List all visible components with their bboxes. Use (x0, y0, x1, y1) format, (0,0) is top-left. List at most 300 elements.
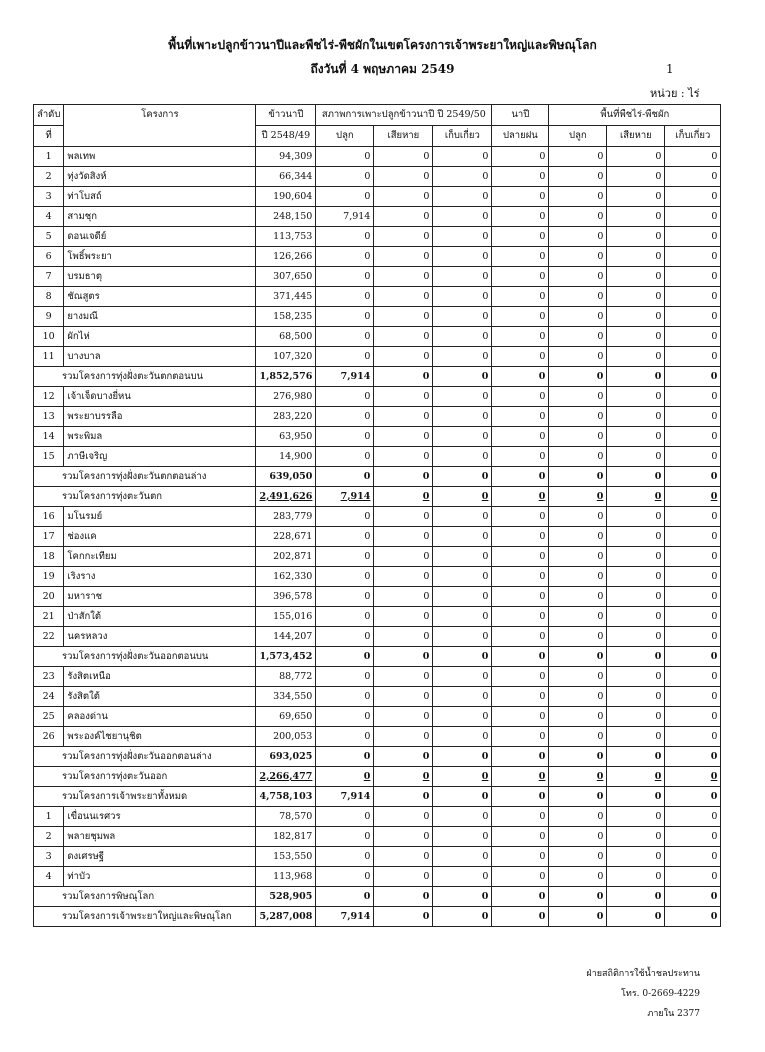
row-plant: 0 (316, 347, 374, 367)
row-napi: 0 (492, 667, 549, 687)
row-napi: 0 (492, 507, 549, 527)
col-order: ลำดับ (34, 105, 64, 126)
footer-extension: ภายใน 2377 (647, 1009, 700, 1019)
row-name: พระยาบรรลือ (64, 407, 256, 427)
row-napi: 0 (492, 527, 549, 547)
row-plant: 0 (316, 607, 374, 627)
row-harvested: 0 (433, 787, 492, 807)
table-row (34, 407, 721, 427)
row-field-plant: 0 (549, 467, 607, 487)
row-rice-area: 307,650 (256, 267, 316, 287)
row-name: รวมโครงการทุ่งตะวันตก (34, 487, 256, 507)
col-napi-2: ปลายฝน (492, 126, 549, 147)
row-name: รวมโครงการทุ่งฝั่งตะวันออกตอนบน (34, 647, 256, 667)
row-field-harvested: 0 (665, 307, 721, 327)
row-plant: 0 (316, 427, 374, 447)
row-field-plant: 0 (549, 227, 607, 247)
row-field-plant: 0 (549, 887, 607, 907)
row-field-damaged: 0 (607, 667, 665, 687)
row-field-harvested: 0 (665, 447, 721, 467)
row-field-plant: 0 (549, 507, 607, 527)
row-damaged: 0 (374, 547, 433, 567)
data-table (33, 104, 721, 927)
row-napi: 0 (492, 327, 549, 347)
row-field-damaged: 0 (607, 367, 665, 387)
table-row (34, 867, 721, 887)
row-field-damaged: 0 (607, 187, 665, 207)
page-number: 1 (666, 62, 674, 76)
row-field-plant: 0 (549, 427, 607, 447)
row-napi: 0 (492, 367, 549, 387)
row-rice-area: 155,016 (256, 607, 316, 627)
subtotal-row (34, 787, 721, 807)
row-field-plant: 0 (549, 407, 607, 427)
row-plant: 0 (316, 547, 374, 567)
row-plant: 0 (316, 667, 374, 687)
row-harvested: 0 (433, 387, 492, 407)
row-field-harvested: 0 (665, 767, 721, 787)
row-plant: 0 (316, 467, 374, 487)
row-damaged: 0 (374, 707, 433, 727)
row-plant: 7,914 (316, 207, 374, 227)
row-harvested: 0 (433, 427, 492, 447)
table-row (34, 327, 721, 347)
row-napi: 0 (492, 447, 549, 467)
subtotal-row (34, 367, 721, 387)
row-rice-area: 158,235 (256, 307, 316, 327)
row-name: นครหลวง (64, 627, 256, 647)
row-number: 14 (34, 427, 64, 447)
row-harvested: 0 (433, 567, 492, 587)
row-field-harvested: 0 (665, 547, 721, 567)
row-rice-area: 68,500 (256, 327, 316, 347)
row-harvested: 0 (433, 287, 492, 307)
row-napi: 0 (492, 407, 549, 427)
row-field-plant: 0 (549, 787, 607, 807)
row-number: 24 (34, 687, 64, 707)
row-field-plant: 0 (549, 707, 607, 727)
row-number: 8 (34, 287, 64, 307)
row-damaged: 0 (374, 507, 433, 527)
row-rice-area: 528,905 (256, 887, 316, 907)
row-plant: 0 (316, 287, 374, 307)
row-field-harvested: 0 (665, 287, 721, 307)
row-rice-area: 78,570 (256, 807, 316, 827)
row-rice-area: 202,871 (256, 547, 316, 567)
row-harvested: 0 (433, 807, 492, 827)
row-field-damaged: 0 (607, 787, 665, 807)
row-field-plant: 0 (549, 487, 607, 507)
row-number: 2 (34, 827, 64, 847)
row-harvested: 0 (433, 347, 492, 367)
row-rice-area: 1,573,452 (256, 647, 316, 667)
row-damaged: 0 (374, 607, 433, 627)
row-field-harvested: 0 (665, 787, 721, 807)
row-field-damaged: 0 (607, 147, 665, 167)
row-field-harvested: 0 (665, 487, 721, 507)
row-rice-area: 4,758,103 (256, 787, 316, 807)
table-row (34, 567, 721, 587)
row-field-damaged: 0 (607, 307, 665, 327)
row-field-plant: 0 (549, 587, 607, 607)
row-damaged: 0 (374, 727, 433, 747)
row-field-damaged: 0 (607, 327, 665, 347)
header-row-1 (34, 105, 721, 126)
row-field-harvested: 0 (665, 187, 721, 207)
row-plant: 0 (316, 247, 374, 267)
row-field-plant: 0 (549, 327, 607, 347)
row-harvested: 0 (433, 887, 492, 907)
row-napi: 0 (492, 487, 549, 507)
row-harvested: 0 (433, 547, 492, 567)
row-plant: 7,914 (316, 367, 374, 387)
row-field-plant: 0 (549, 687, 607, 707)
row-harvested: 0 (433, 907, 492, 927)
row-rice-area: 107,320 (256, 347, 316, 367)
row-rice-area: 69,650 (256, 707, 316, 727)
row-name: ผักไห่ (64, 327, 256, 347)
row-harvested: 0 (433, 327, 492, 347)
row-rice-area: 371,445 (256, 287, 316, 307)
row-harvested: 0 (433, 487, 492, 507)
row-field-harvested: 0 (665, 167, 721, 187)
row-plant: 0 (316, 807, 374, 827)
row-harvested: 0 (433, 407, 492, 427)
row-plant: 0 (316, 687, 374, 707)
row-field-harvested: 0 (665, 227, 721, 247)
row-plant: 0 (316, 647, 374, 667)
row-field-damaged: 0 (607, 847, 665, 867)
row-plant: 0 (316, 847, 374, 867)
row-napi: 0 (492, 747, 549, 767)
row-napi: 0 (492, 267, 549, 287)
row-field-damaged: 0 (607, 607, 665, 627)
unit-label: หน่วย : ไร่ (650, 87, 700, 100)
row-harvested: 0 (433, 847, 492, 867)
row-damaged: 0 (374, 627, 433, 647)
row-number: 10 (34, 327, 64, 347)
row-plant: 0 (316, 307, 374, 327)
row-field-harvested: 0 (665, 707, 721, 727)
subtotal-row (34, 747, 721, 767)
row-name: โพธิ์พระยา (64, 247, 256, 267)
row-rice-area: 639,050 (256, 467, 316, 487)
row-damaged: 0 (374, 687, 433, 707)
row-napi: 0 (492, 827, 549, 847)
row-number: 15 (34, 447, 64, 467)
row-damaged: 0 (374, 867, 433, 887)
row-napi: 0 (492, 567, 549, 587)
row-name: ดงเศรษฐี (64, 847, 256, 867)
row-field-plant: 0 (549, 827, 607, 847)
table-row (34, 807, 721, 827)
footer-phone: โทร. 0-2669-4229 (621, 989, 700, 999)
row-rice-area: 5,287,008 (256, 907, 316, 927)
row-damaged: 0 (374, 647, 433, 667)
row-field-harvested: 0 (665, 867, 721, 887)
row-name: สามชุก (64, 207, 256, 227)
row-plant: 0 (316, 227, 374, 247)
row-field-harvested: 0 (665, 527, 721, 547)
report-title: พื้นที่เพาะปลูกข้าวนาปีและพืชไร่-พืชผักในเขตโครงการเจ้าพระยาใหญ่และพิษณุโลก (168, 38, 597, 52)
row-field-damaged: 0 (607, 387, 665, 407)
row-damaged: 0 (374, 227, 433, 247)
row-damaged: 0 (374, 287, 433, 307)
row-rice-area: 66,344 (256, 167, 316, 187)
row-number: 18 (34, 547, 64, 567)
row-plant: 0 (316, 507, 374, 527)
row-rice-area: 113,968 (256, 867, 316, 887)
row-number: 17 (34, 527, 64, 547)
table-row (34, 507, 721, 527)
table-row (34, 727, 721, 747)
row-damaged: 0 (374, 247, 433, 267)
row-field-harvested: 0 (665, 507, 721, 527)
row-plant: 7,914 (316, 487, 374, 507)
row-name: รังสิตใต้ (64, 687, 256, 707)
row-rice-area: 182,817 (256, 827, 316, 847)
row-number: 25 (34, 707, 64, 727)
row-napi: 0 (492, 347, 549, 367)
row-field-plant: 0 (549, 847, 607, 867)
row-damaged: 0 (374, 347, 433, 367)
row-plant: 0 (316, 267, 374, 287)
row-field-plant: 0 (549, 307, 607, 327)
row-damaged: 0 (374, 747, 433, 767)
col-napi: นาปี (492, 105, 549, 126)
row-name: ช่องแค (64, 527, 256, 547)
row-field-plant: 0 (549, 567, 607, 587)
row-rice-area: 88,772 (256, 667, 316, 687)
row-field-plant: 0 (549, 647, 607, 667)
row-field-harvested: 0 (665, 327, 721, 347)
row-napi: 0 (492, 907, 549, 927)
row-field-harvested: 0 (665, 747, 721, 767)
row-name: รวมโครงการทุ่งฝั่งตะวันตกตอนบน (34, 367, 256, 387)
row-harvested: 0 (433, 207, 492, 227)
table-row (34, 387, 721, 407)
row-field-damaged: 0 (607, 547, 665, 567)
row-name: พระพิมล (64, 427, 256, 447)
row-name: พลายชุมพล (64, 827, 256, 847)
row-rice-area: 396,578 (256, 587, 316, 607)
row-field-damaged: 0 (607, 707, 665, 727)
row-rice-area: 2,491,626 (256, 487, 316, 507)
row-harvested: 0 (433, 187, 492, 207)
row-harvested: 0 (433, 767, 492, 787)
row-harvested: 0 (433, 227, 492, 247)
row-harvested: 0 (433, 667, 492, 687)
row-harvested: 0 (433, 147, 492, 167)
row-number: 4 (34, 867, 64, 887)
row-napi: 0 (492, 887, 549, 907)
row-field-plant: 0 (549, 367, 607, 387)
row-name: รวมโครงการทุ่งฝั่งตะวันตกตอนล่าง (34, 467, 256, 487)
row-number: 21 (34, 607, 64, 627)
col-project: โครงการ (64, 105, 256, 147)
row-name: ป่าสักใต้ (64, 607, 256, 627)
row-field-damaged: 0 (607, 867, 665, 887)
table-row (34, 187, 721, 207)
table-row (34, 167, 721, 187)
row-damaged: 0 (374, 207, 433, 227)
row-name: ภาษีเจริญ (64, 447, 256, 467)
row-damaged: 0 (374, 527, 433, 547)
row-field-damaged: 0 (607, 207, 665, 227)
col-damaged: เสียหาย (374, 126, 433, 147)
row-rice-area: 190,604 (256, 187, 316, 207)
row-field-plant: 0 (549, 447, 607, 467)
row-damaged: 0 (374, 267, 433, 287)
row-field-plant: 0 (549, 767, 607, 787)
row-field-harvested: 0 (665, 687, 721, 707)
row-field-harvested: 0 (665, 627, 721, 647)
row-plant: 0 (316, 887, 374, 907)
row-field-plant: 0 (549, 727, 607, 747)
row-field-damaged: 0 (607, 647, 665, 667)
row-plant: 0 (316, 527, 374, 547)
row-name: รวมโครงการทุ่งตะวันออก (34, 767, 256, 787)
row-name: ท่าโบสถ์ (64, 187, 256, 207)
row-number: 4 (34, 207, 64, 227)
row-plant: 0 (316, 827, 374, 847)
row-field-plant: 0 (549, 187, 607, 207)
row-harvested: 0 (433, 627, 492, 647)
col-status-group: สภาพการเพาะปลูกข้าวนาปี ปี 2549/50 (316, 105, 492, 126)
row-napi: 0 (492, 227, 549, 247)
row-number: 3 (34, 187, 64, 207)
row-field-harvested: 0 (665, 887, 721, 907)
table-row (34, 147, 721, 167)
row-name: ดอนเจดีย์ (64, 227, 256, 247)
row-field-damaged: 0 (607, 167, 665, 187)
table-row (34, 707, 721, 727)
row-napi: 0 (492, 427, 549, 447)
row-damaged: 0 (374, 447, 433, 467)
row-napi: 0 (492, 707, 549, 727)
row-damaged: 0 (374, 587, 433, 607)
row-harvested: 0 (433, 307, 492, 327)
row-name: บางบาล (64, 347, 256, 367)
row-field-damaged: 0 (607, 527, 665, 547)
row-field-harvested: 0 (665, 847, 721, 867)
row-damaged: 0 (374, 367, 433, 387)
row-plant: 7,914 (316, 787, 374, 807)
subtotal-row (34, 767, 721, 787)
row-field-plant: 0 (549, 207, 607, 227)
row-damaged: 0 (374, 487, 433, 507)
row-field-damaged: 0 (607, 467, 665, 487)
row-harvested: 0 (433, 447, 492, 467)
row-harvested: 0 (433, 687, 492, 707)
row-rice-area: 2,266,477 (256, 767, 316, 787)
row-field-harvested: 0 (665, 807, 721, 827)
row-name: โคกกะเทียม (64, 547, 256, 567)
subtotal-row (34, 907, 721, 927)
subtotal-row (34, 487, 721, 507)
row-field-harvested: 0 (665, 207, 721, 227)
table-row (34, 247, 721, 267)
table-row (34, 687, 721, 707)
row-napi: 0 (492, 767, 549, 787)
row-harvested: 0 (433, 467, 492, 487)
row-number: 5 (34, 227, 64, 247)
row-plant: 0 (316, 327, 374, 347)
row-plant: 0 (316, 567, 374, 587)
row-number: 20 (34, 587, 64, 607)
row-napi: 0 (492, 647, 549, 667)
subtotal-row (34, 467, 721, 487)
row-harvested: 0 (433, 827, 492, 847)
table-row (34, 287, 721, 307)
row-field-plant: 0 (549, 747, 607, 767)
row-plant: 0 (316, 447, 374, 467)
row-number: 11 (34, 347, 64, 367)
row-number: 9 (34, 307, 64, 327)
row-field-damaged: 0 (607, 767, 665, 787)
row-field-plant: 0 (549, 287, 607, 307)
row-field-damaged: 0 (607, 507, 665, 527)
row-field-harvested: 0 (665, 367, 721, 387)
col-order-2: ที่ (34, 126, 64, 147)
row-rice-area: 248,150 (256, 207, 316, 227)
row-damaged: 0 (374, 767, 433, 787)
row-rice-area: 334,550 (256, 687, 316, 707)
row-field-harvested: 0 (665, 467, 721, 487)
row-field-damaged: 0 (607, 447, 665, 467)
row-field-harvested: 0 (665, 727, 721, 747)
row-field-harvested: 0 (665, 247, 721, 267)
col-field-group: พื้นที่พืชไร่-พืชผัก (549, 105, 721, 126)
row-rice-area: 1,852,576 (256, 367, 316, 387)
row-napi: 0 (492, 287, 549, 307)
row-field-plant: 0 (549, 867, 607, 887)
row-damaged: 0 (374, 427, 433, 447)
row-napi: 0 (492, 787, 549, 807)
row-name: พลเทพ (64, 147, 256, 167)
row-harvested: 0 (433, 707, 492, 727)
row-plant: 0 (316, 167, 374, 187)
row-name: มโนรมย์ (64, 507, 256, 527)
row-harvested: 0 (433, 747, 492, 767)
col-field-plant: ปลูก (549, 126, 607, 147)
row-field-plant: 0 (549, 627, 607, 647)
table-row (34, 307, 721, 327)
row-number: 12 (34, 387, 64, 407)
row-damaged: 0 (374, 467, 433, 487)
row-field-harvested: 0 (665, 827, 721, 847)
row-field-damaged: 0 (607, 407, 665, 427)
row-damaged: 0 (374, 187, 433, 207)
row-number: 22 (34, 627, 64, 647)
row-field-damaged: 0 (607, 567, 665, 587)
row-damaged: 0 (374, 327, 433, 347)
row-field-damaged: 0 (607, 747, 665, 767)
row-number: 13 (34, 407, 64, 427)
row-napi: 0 (492, 727, 549, 747)
table-body (34, 147, 721, 927)
row-plant: 0 (316, 587, 374, 607)
table-row (34, 847, 721, 867)
row-harvested: 0 (433, 267, 492, 287)
row-rice-area: 14,900 (256, 447, 316, 467)
row-number: 1 (34, 807, 64, 827)
row-rice-area: 693,025 (256, 747, 316, 767)
row-napi: 0 (492, 247, 549, 267)
footer-department: ฝ่ายสถิติการใช้น้ำชลประทาน (586, 969, 700, 979)
row-number: 23 (34, 667, 64, 687)
row-name: มหาราช (64, 587, 256, 607)
